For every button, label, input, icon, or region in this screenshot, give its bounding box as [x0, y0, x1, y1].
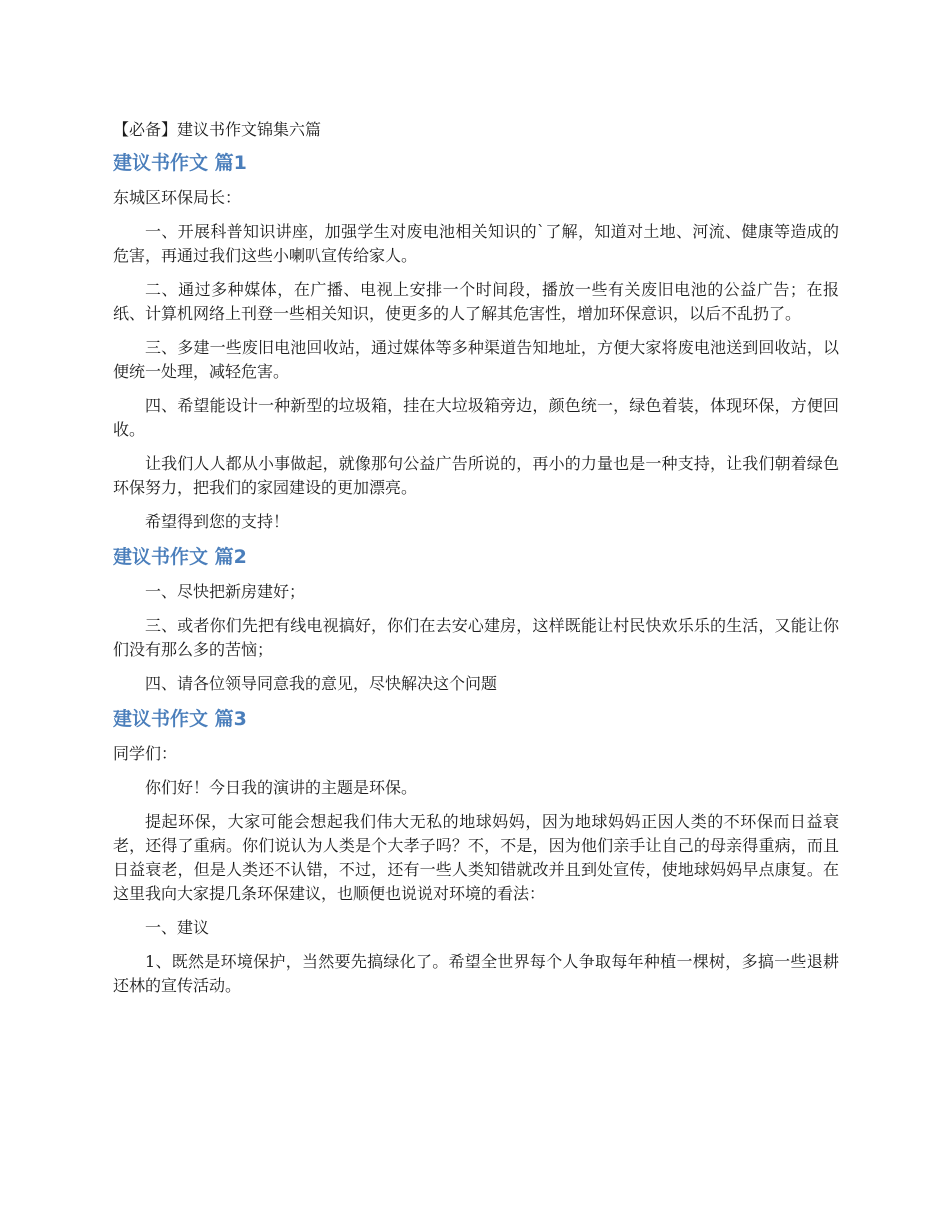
section-heading: 建议书作文 篇2: [113, 546, 247, 568]
paragraph: 让我们人人都从小事做起，就像那句公益广告所说的，再小的力量也是一种支持，让我们朝着绿色环保努力，把我们的家园建设的更加漂亮。: [113, 454, 839, 497]
section-heading: 建议书作文 篇3: [113, 708, 247, 730]
section-1: [113, 150, 839, 534]
paragraph: 四、请各位领导同意我的意见，尽快解决这个问题: [145, 674, 498, 693]
paragraph: 二、通过多种媒体，在广播、电视上安排一个时间段，播放一些有关废旧电池的公益广告；在报纸、计算机网络上刊登一些相关知识，使更多的人了解其危害性，增加环保意识，以后不乱扔了。: [113, 280, 839, 323]
document-page: [113, 118, 839, 1008]
section-heading: 建议书作文 篇1: [113, 152, 247, 174]
paragraph: 1、既然是环境保护，当然要先搞绿化了。希望全世界每个人争取每年种植一棵树，多搞一些退耕还林的宣传活动。: [113, 952, 839, 995]
paragraph: 四、希望能设计一种新型的垃圾箱，挂在大垃圾箱旁边，颜色统一，绿色着装，体现环保，方便回收。: [113, 396, 839, 439]
paragraph: 一、建议: [145, 918, 210, 937]
section-3: [113, 706, 839, 998]
section-2: [113, 544, 839, 696]
paragraph: 希望得到您的支持！: [145, 512, 290, 531]
paragraph: 一、开展科普知识讲座，加强学生对废电池相关知识的`了解，知道对土地、河流、健康等造成的危害，再通过我们这些小喇叭宣传给家人。: [113, 222, 839, 265]
paragraph: 三、或者你们先把有线电视搞好，你们在去安心建房，这样既能让村民快欢乐乐的生活，又能让你们没有那么多的苦恼；: [113, 616, 839, 659]
paragraph: 你们好！今日我的演讲的主题是环保。: [145, 778, 418, 797]
paragraph: 三、多建一些废旧电池回收站，通过媒体等多种渠道告知地址，方便大家将废电池送到回收站，以便统一处理，减轻危害。: [113, 338, 839, 381]
document-title: 【必备】建议书作文锦集六篇: [113, 120, 322, 139]
paragraph: 提起环保，大家可能会想起我们伟大无私的地球妈妈，因为地球妈妈正因人类的不环保而日益衰老，还得了重病。你们说认为人类是个大孝子吗？不，不是，因为他们亲手让自己的母亲得重病，而且日益衰老，但是人类还不认错，不过，还有一些人类知错就改并且到处宣传，使地球妈妈早点康复。在这里我向大家提几条环保建议，也顺便也说说对环境的看法：: [113, 812, 839, 903]
paragraph: 一、尽快把新房建好；: [145, 582, 306, 601]
salutation: 东城区环保局长：: [113, 188, 242, 207]
salutation: 同学们：: [113, 744, 178, 763]
